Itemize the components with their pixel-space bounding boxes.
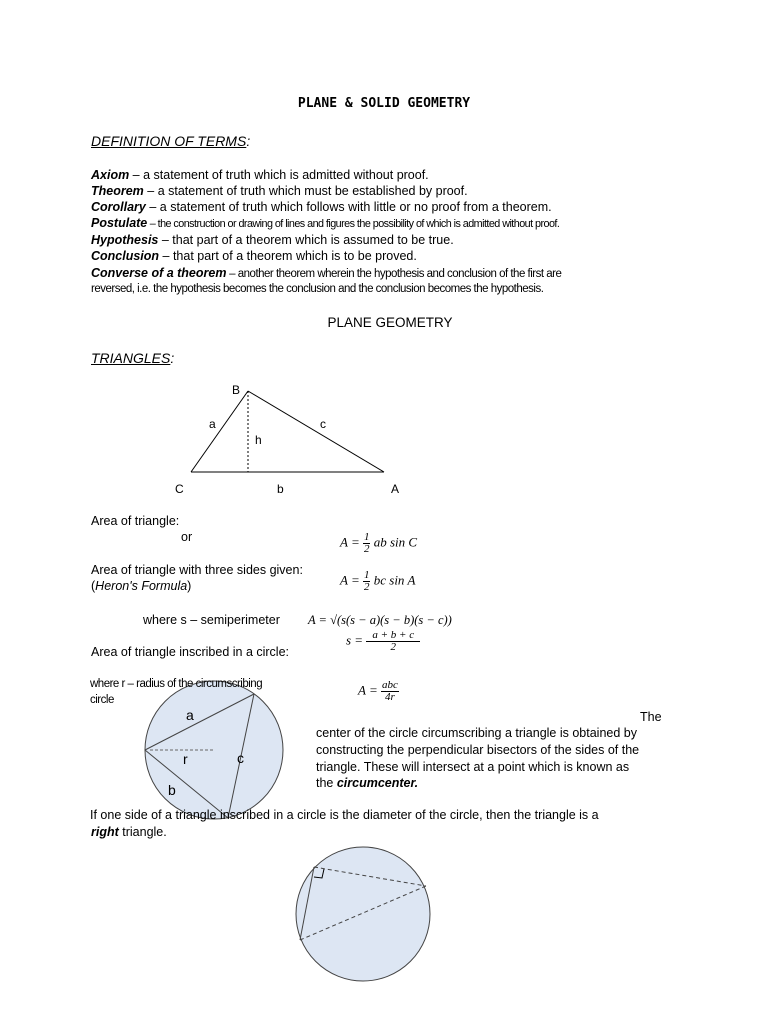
term-axiom: Axiom xyxy=(91,168,130,182)
fraction-numerator: 1 xyxy=(363,569,370,581)
fraction-numerator: abc xyxy=(381,679,398,691)
definition-text: – that part of a theorem which is assumed to be true. xyxy=(158,233,454,247)
right-triangle-line1: If one side of a triangle inscribed in a circle is the diameter of the circle, then the triangle is a xyxy=(90,808,599,822)
side-label-a: a xyxy=(209,417,216,431)
fraction-numerator: 1 xyxy=(363,531,370,543)
triangles-heading-colon: : xyxy=(170,350,175,366)
term-theorem: Theorem xyxy=(91,184,144,198)
formula-rhs: bc sin A xyxy=(373,572,416,588)
fraction-denominator: 4r xyxy=(385,691,395,703)
circle-label-b: b xyxy=(168,782,176,798)
circle-label-a: a xyxy=(186,707,194,723)
circumcenter-line2: constructing the perpendicular bisectors of the sides of the xyxy=(316,743,640,757)
circumcenter-line4 xyxy=(316,776,418,790)
definition-text: – a statement of truth which is admitted without proof. xyxy=(129,168,429,182)
definition-text: – the construction or drawing of lines and figures the possibility of which is admitted without proof. xyxy=(147,218,560,230)
vertex-label-b: B xyxy=(232,383,241,397)
triangles-heading-text: TRIANGLES xyxy=(91,350,171,366)
plane-geometry-heading: PLANE GEOMETRY xyxy=(327,315,453,330)
herons-paren-open: ( xyxy=(91,579,96,593)
side-label-b: b xyxy=(277,482,284,496)
radius-note-line1: where r – radius of the circumscribing xyxy=(90,678,263,690)
vertex-label-c: C xyxy=(175,482,184,496)
radius-note-line2: circle xyxy=(90,694,114,706)
fraction-denominator: 2 xyxy=(363,543,370,555)
definitions-heading-text: DEFINITION OF TERMS xyxy=(91,133,247,149)
herons-formula: A = √(s(s − a)(s − b)(s − c)) xyxy=(308,613,452,627)
herons-paren-close: ) xyxy=(187,579,192,593)
term-hypothesis: Hypothesis xyxy=(91,233,159,247)
right-triangle-rest: triangle. xyxy=(118,825,167,839)
or-label: or xyxy=(181,530,193,544)
side-label-c: c xyxy=(320,417,326,431)
formula-lhs: A = xyxy=(340,572,360,588)
term-conclusion: Conclusion xyxy=(91,249,160,263)
formula-lhs: s = xyxy=(346,632,364,648)
fraction-denominator: 2 xyxy=(363,581,370,593)
height-label-h: h xyxy=(255,433,262,447)
page-title: PLANE & SOLID GEOMETRY xyxy=(297,96,471,111)
fraction-numerator: a + b + c xyxy=(366,630,420,642)
circumcenter-term: circumcenter. xyxy=(336,776,419,790)
right-triangle-line2 xyxy=(91,825,167,839)
definition-converse-line2: reversed, i.e. the hypothesis becomes the conclusion and the conclusion becomes the hypothesis. xyxy=(91,283,544,295)
circumcenter-prefix: the xyxy=(316,776,337,790)
semiperimeter-label: where s – semiperimeter xyxy=(143,613,280,627)
circle-label-r: r xyxy=(183,751,188,767)
area-of-triangle-label: Area of triangle: xyxy=(91,514,180,528)
definition-text: – another theorem wherein the hypothesis and conclusion of the first are xyxy=(226,268,562,280)
definition-text: – a statement of truth which must be established by proof. xyxy=(143,184,468,198)
circumcenter-the: The xyxy=(640,710,662,724)
fraction-denominator: 2 xyxy=(390,641,396,653)
definition-text: – that part of a theorem which is to be proved. xyxy=(159,249,417,263)
definition-text: – a statement of truth which follows with little or no proof from a theorem. xyxy=(145,200,552,214)
herons-name: Heron's Formula xyxy=(95,579,188,593)
formula-rhs: ab sin C xyxy=(373,534,418,550)
circumcenter-line1: center of the circle circumscribing a triangle is obtained by xyxy=(316,726,637,740)
circle-label-c: c xyxy=(237,750,244,766)
term-postulate: Postulate xyxy=(91,216,148,230)
circumcenter-line3: triangle. These will intersect at a point which is known as xyxy=(316,760,630,774)
inscribed-area-label: Area of triangle inscribed in a circle: xyxy=(91,645,290,659)
formula-lhs: A = xyxy=(340,534,360,550)
formula-lhs: A = xyxy=(358,682,378,698)
definitions-heading-colon: : xyxy=(246,133,251,149)
herons-label: Area of triangle with three sides given: xyxy=(91,563,303,577)
term-corollary: Corollary xyxy=(91,200,146,214)
vertex-label-a: A xyxy=(391,482,400,496)
right-term: right xyxy=(91,825,119,839)
term-converse: Converse of a theorem xyxy=(91,266,227,280)
